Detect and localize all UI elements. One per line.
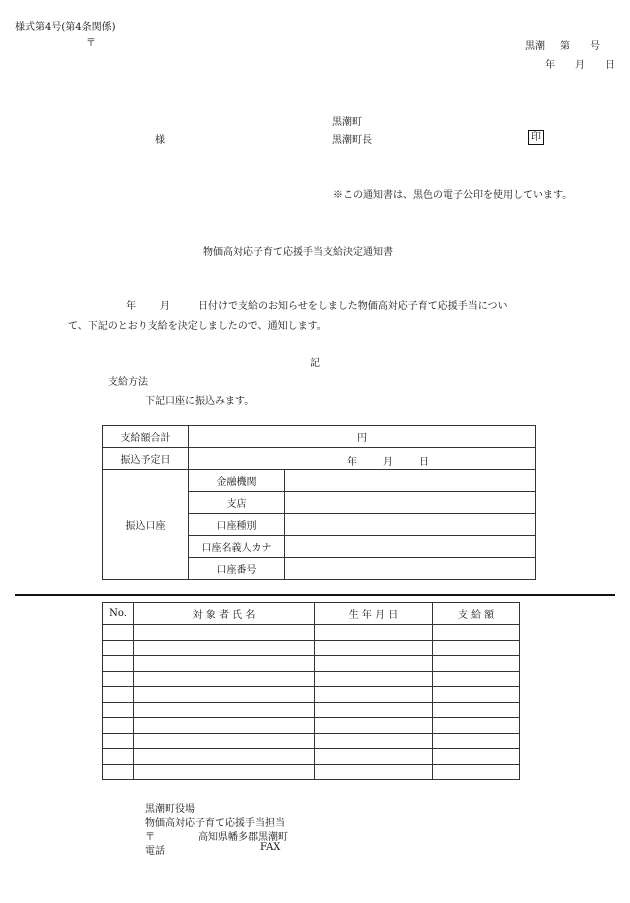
cell-amount [433, 733, 520, 749]
bank-field-label: 支店 [189, 492, 285, 514]
recipient-postal-mark: 〒 [86, 38, 96, 49]
date-day: 日 [605, 60, 615, 71]
cell-birthdate [315, 687, 433, 703]
cell-birthdate [315, 656, 433, 672]
bank-field-value [285, 492, 536, 514]
payment-method-text: 下記口座に振込みます。 [145, 396, 255, 407]
cell-no [103, 671, 134, 687]
transfer-date-label: 振込予定日 [103, 448, 189, 470]
cell-amount [433, 640, 520, 656]
doc-number-dai: 第 [560, 41, 570, 52]
total-row [103, 426, 536, 448]
cell-name [134, 687, 315, 703]
cell-no [103, 702, 134, 718]
table-row [103, 656, 520, 672]
table-row [103, 764, 520, 780]
cell-birthdate [315, 625, 433, 641]
footer-address: 高知県幡多郡黒潮町 [198, 832, 288, 843]
date-month: 月 [575, 60, 585, 71]
recipients-body [103, 625, 520, 780]
body-month: 月 [160, 301, 170, 312]
cell-birthdate [315, 702, 433, 718]
cell-no [103, 749, 134, 765]
issuer-mayor: 黒潮町長 [332, 135, 372, 146]
cell-birthdate [315, 718, 433, 734]
col-amount: 支 給 額 [433, 603, 520, 625]
footer-dept: 物価高対応子育て応援手当担当 [145, 818, 285, 829]
table-row [103, 718, 520, 734]
form-number: 様式第4号(第4条関係) [15, 22, 116, 33]
table-row [103, 625, 520, 641]
footer-fax-label: FAX [260, 842, 281, 853]
cell-name [134, 625, 315, 641]
date-year: 年 [545, 60, 555, 71]
transfer-date-day: 日 [419, 457, 429, 468]
cell-no [103, 687, 134, 703]
col-birthdate: 生 年 月 日 [315, 603, 433, 625]
bank-field-value [285, 470, 536, 492]
cell-birthdate [315, 733, 433, 749]
cell-no [103, 640, 134, 656]
account-label: 振込口座 [103, 470, 189, 580]
cell-amount [433, 671, 520, 687]
cell-birthdate [315, 640, 433, 656]
bank-field-value [285, 514, 536, 536]
cell-name [134, 733, 315, 749]
cell-name [134, 702, 315, 718]
document-title: 物価高対応子育て応援手当支給決定通知書 [203, 247, 393, 258]
table-row [103, 702, 520, 718]
cell-name [134, 671, 315, 687]
cell-name [134, 718, 315, 734]
col-no: No. [103, 603, 134, 625]
cell-amount [433, 764, 520, 780]
table-row [103, 749, 520, 765]
cell-name [134, 764, 315, 780]
cell-birthdate [315, 764, 433, 780]
cell-amount [433, 656, 520, 672]
cell-no [103, 656, 134, 672]
table-row [103, 640, 520, 656]
bank-field-label: 金融機関 [189, 470, 285, 492]
transfer-date-row [103, 448, 536, 470]
body-line2: て、下記のとおり支給を決定しましたので、通知します。 [68, 321, 327, 332]
footer-tel-label: 電話 [145, 846, 165, 857]
cell-birthdate [315, 671, 433, 687]
bank-field-label: 口座名義人カナ [189, 536, 285, 558]
bank-field-row [103, 470, 536, 492]
total-unit: 円 [189, 426, 536, 448]
cell-name [134, 749, 315, 765]
cell-amount [433, 749, 520, 765]
bank-field-label: 口座種別 [189, 514, 285, 536]
official-seal: 印 [528, 130, 544, 145]
cell-no [103, 764, 134, 780]
cell-amount [433, 625, 520, 641]
footer-office: 黒潮町役場 [145, 804, 195, 815]
table-row [103, 733, 520, 749]
recipient-suffix: 様 [155, 135, 165, 146]
recipients-table [102, 602, 520, 780]
cell-no [103, 625, 134, 641]
cell-name [134, 656, 315, 672]
bank-field-value [285, 558, 536, 580]
section-divider [15, 594, 615, 596]
bank-table [102, 425, 536, 580]
ki-marker: 記 [310, 358, 320, 369]
cell-name [134, 640, 315, 656]
bank-field-value [285, 536, 536, 558]
table-row [103, 671, 520, 687]
cell-amount [433, 687, 520, 703]
payment-method-heading: 支給方法 [108, 377, 148, 388]
doc-number-prefix: 黒潮 [525, 41, 545, 52]
table-row [103, 687, 520, 703]
transfer-date-value [189, 448, 536, 470]
body-line1: 日付けで支給のお知らせをしました物価高対応子育て応援手当につい [198, 301, 508, 312]
body-year: 年 [126, 301, 136, 312]
transfer-date-year: 年 [347, 457, 357, 468]
cell-no [103, 733, 134, 749]
transfer-date-month: 月 [383, 457, 393, 468]
issuer-town: 黒潮町 [332, 117, 362, 128]
total-label: 支給額合計 [103, 426, 189, 448]
recipients-header-row [103, 603, 520, 625]
cell-birthdate [315, 749, 433, 765]
doc-number-go: 号 [590, 41, 600, 52]
cell-no [103, 718, 134, 734]
col-name: 対 象 者 氏 名 [134, 603, 315, 625]
cell-amount [433, 702, 520, 718]
seal-note: ※この通知書は、黒色の電子公印を使用しています。 [333, 190, 573, 201]
footer-postal-mark: 〒 [145, 832, 155, 843]
bank-field-label: 口座番号 [189, 558, 285, 580]
cell-amount [433, 718, 520, 734]
